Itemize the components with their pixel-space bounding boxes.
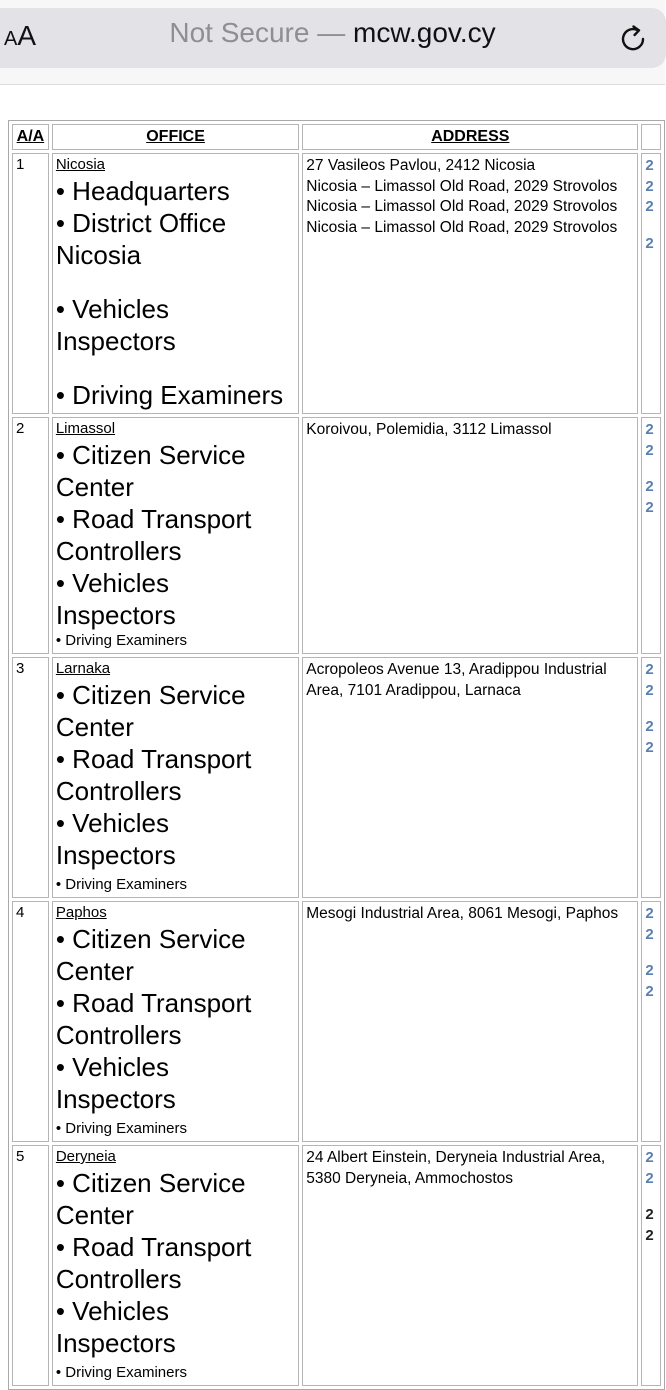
address-line: Nicosia – Limassol Old Road, 2029 Strovolos [306, 177, 618, 195]
office-item: • Vehicles Inspectors [55, 1296, 176, 1358]
office-cell [52, 417, 299, 654]
office-item: • Vehicles Inspectors [55, 568, 176, 630]
aa-small: A [4, 28, 18, 50]
office-cell [52, 1145, 299, 1386]
office-cell [52, 657, 299, 898]
office-item: • Vehicles Inspectors [55, 1052, 176, 1114]
row-number: 5 [12, 1145, 49, 1386]
office-link[interactable]: Limassol [55, 420, 116, 437]
office-item: • District Office Nicosia [55, 208, 227, 270]
office-item: • Vehicles Inspectors [55, 808, 176, 870]
tel-link[interactable]: 2 [645, 441, 654, 459]
tel-link[interactable]: 2 [645, 234, 654, 252]
office-item: • Citizen Service Center [55, 440, 246, 502]
address-line: Nicosia – Limassol Old Road, 2029 Strovolos [306, 198, 618, 215]
tel-link[interactable]: 2 [645, 478, 654, 495]
office-item: • Driving Examiners [55, 1364, 187, 1381]
table-row [12, 1145, 661, 1386]
url-display[interactable] [0, 19, 665, 47]
header-office[interactable]: OFFICE [52, 124, 299, 150]
office-item: • Driving Examiners [55, 876, 187, 893]
tel-text: 2 [645, 1226, 654, 1244]
tel-cell [641, 153, 661, 414]
tel-link[interactable]: 2 [645, 157, 654, 174]
not-secure-label: Not Secure — [169, 17, 353, 48]
address-line: Mesogi Industrial Area, 8061 Mesogi, Paphos [306, 905, 619, 922]
address-line: Acropoleos Avenue 13, Aradippou Industrial Area, 7101 Aradippou, Larnaca [306, 661, 607, 699]
office-item: • Driving Examiners [55, 632, 187, 649]
tel-link[interactable]: 2 [645, 925, 654, 943]
office-link[interactable]: Paphos [55, 904, 107, 921]
row-number: 2 [12, 417, 49, 654]
office-item: • Citizen Service Center [55, 680, 246, 742]
tel-cell [641, 1145, 661, 1386]
tel-cell [641, 901, 661, 1142]
header-aa[interactable]: A/A [12, 124, 49, 150]
row-number: 3 [12, 657, 49, 898]
office-item: • Driving Examiners [55, 1120, 187, 1137]
address-line: 27 Vasileos Pavlou, 2412 Nicosia [306, 157, 536, 174]
office-item: • Road Transport Controllers [55, 988, 252, 1050]
office-item: • Citizen Service Center [55, 924, 246, 986]
office-item: • Headquarters [55, 176, 230, 206]
table-row [12, 153, 661, 414]
tel-link[interactable]: 2 [645, 177, 654, 195]
tel-text: 2 [645, 1206, 654, 1223]
reload-icon[interactable] [616, 22, 650, 56]
header-address[interactable]: ADDRESS [302, 124, 638, 150]
address-line: 24 Albert Einstein, Deryneia Industrial Area, 5380 Deryneia, Ammochostos [306, 1149, 606, 1187]
table-row [12, 657, 661, 898]
browser-toolbar [0, 0, 665, 85]
table-row [12, 901, 661, 1142]
tel-link[interactable]: 2 [645, 718, 654, 735]
address-cell [302, 417, 638, 654]
header-tel [641, 124, 661, 150]
table-header-row [12, 124, 661, 150]
office-link[interactable]: Deryneia [55, 1148, 116, 1165]
address-cell [302, 901, 638, 1142]
tel-link[interactable]: 2 [645, 1149, 654, 1166]
office-cell [52, 901, 299, 1142]
address-line: Nicosia – Limassol Old Road, 2029 Strovolos [306, 218, 618, 236]
tel-link[interactable]: 2 [645, 982, 654, 1000]
office-link[interactable]: Larnaka [55, 660, 111, 677]
tel-link[interactable]: 2 [645, 962, 654, 979]
tel-link[interactable]: 2 [645, 905, 654, 922]
tel-link[interactable]: 2 [645, 661, 654, 678]
tel-link[interactable]: 2 [645, 498, 654, 516]
url-domain: mcw.gov.cy [353, 17, 496, 48]
table-row [12, 417, 661, 654]
office-cell [52, 153, 299, 414]
office-link[interactable]: Nicosia [55, 156, 106, 173]
office-item: • Road Transport Controllers [55, 744, 252, 806]
tel-cell [641, 657, 661, 898]
tel-cell [641, 417, 661, 654]
address-cell [302, 153, 638, 414]
office-item: • Road Transport Controllers [55, 504, 252, 566]
offices-table [8, 120, 665, 1390]
tel-link[interactable]: 2 [645, 738, 654, 756]
tel-link[interactable]: 2 [645, 198, 654, 215]
office-item: • Driving Examiners [55, 380, 284, 410]
address-line: Koroivou, Polemidia, 3112 Limassol [306, 421, 552, 438]
address-cell [302, 1145, 638, 1386]
office-item: • Citizen Service Center [55, 1168, 246, 1230]
office-item: • Vehicles Inspectors [55, 294, 176, 356]
row-number: 1 [12, 153, 49, 414]
office-item: • Road Transport Controllers [55, 1232, 252, 1294]
tel-link[interactable]: 2 [645, 421, 654, 438]
address-cell [302, 657, 638, 898]
aa-big: A [17, 20, 37, 51]
row-number: 4 [12, 901, 49, 1142]
tel-link[interactable]: 2 [645, 1169, 654, 1187]
tel-link[interactable]: 2 [645, 681, 654, 699]
offices-table-wrapper [8, 120, 665, 1390]
